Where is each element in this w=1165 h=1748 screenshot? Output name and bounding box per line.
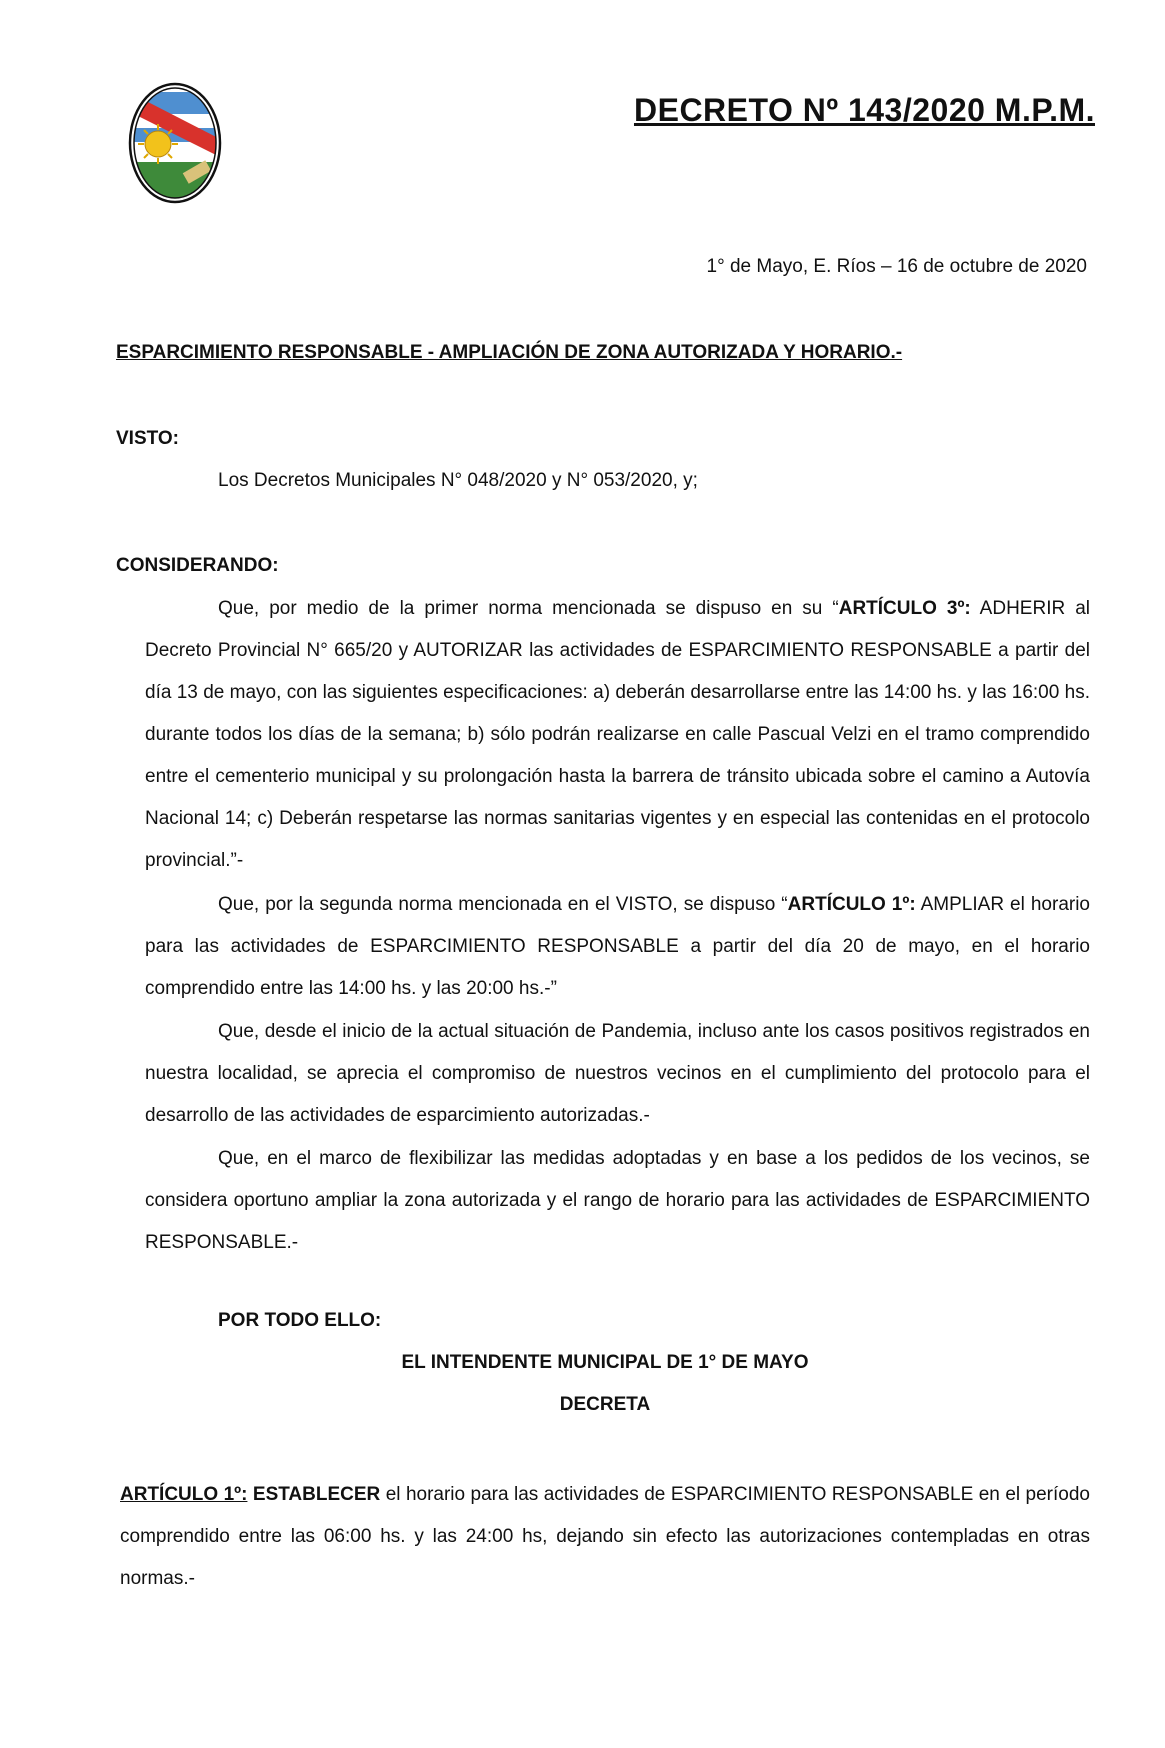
- considerando-heading: CONSIDERANDO:: [116, 555, 279, 576]
- considerando-paragraph-4: Que, en el marco de flexibilizar las medidas adoptadas y en base a los pedidos de los vecinos, se considera oportuno ampliar la zona autorizada y el rango de horario para las actividades de ESPARCIMIENTO RESPONSABLE.-: [145, 1148, 1090, 1253]
- por-todo-ello-heading: POR TODO ELLO:: [218, 1310, 382, 1331]
- place-date: 1° de Mayo, E. Ríos – 16 de octubre de 2020: [706, 256, 1087, 277]
- p1-intro: Que, por medio de la primer norma mencionada se dispuso en su “: [218, 598, 839, 619]
- article-1-text: el horario para las actividades de ESPARCIMIENTO RESPONSABLE en el período comprendido entre las 06:00 hs. y las 24:00 hs, dejando sin efecto las autorizaciones contempladas en otras normas.-: [120, 1484, 1090, 1589]
- p1-article-ref: ARTÍCULO 3º:: [838, 598, 971, 619]
- article-1-verb: ESTABLECER: [252, 1484, 381, 1505]
- municipal-seal-logo: [128, 82, 222, 204]
- decreta-heading: DECRETA: [559, 1394, 651, 1415]
- decree-title: DECRETO Nº 143/2020 M.P.M.: [633, 92, 1095, 128]
- intendente-heading: EL INTENDENTE MUNICIPAL DE 1° DE MAYO: [401, 1352, 809, 1373]
- p2-rest: AMPLIAR el horario para las actividades de ESPARCIMIENTO RESPONSABLE a partir del día 20 de mayo, en el horario comprendido entre las 14:00 hs. y las 20:00 hs.-”: [145, 894, 1090, 999]
- visto-text: Los Decretos Municipales N° 048/2020 y N° 053/2020, y;: [218, 470, 698, 491]
- article-1: [120, 1474, 1090, 1600]
- visto-heading: VISTO:: [116, 428, 179, 449]
- p2-article-ref: ARTÍCULO 1º:: [787, 894, 916, 915]
- considerando-paragraph-3: Que, desde el inicio de la actual situación de Pandemia, incluso ante los casos positivos registrados en nuestra localidad, se aprecia el compromiso de nuestros vecinos en el cumplimiento del protocolo para el desarrollo de las actividades de esparcimiento autorizadas.-: [145, 1021, 1090, 1126]
- p1-rest: ADHERIR al Decreto Provincial N° 665/20 y AUTORIZAR las actividades de ESPARCIMIENTO RESPONSABLE a partir del día 13 de mayo, con las siguientes especificaciones: a) deberán desarrollarse entre las 14:00 hs. y las 16:00 hs. durante todos los días de la semana; b) sólo podrán realizarse en calle Pascual Velzi en el tramo comprendido entre el cementerio municipal y su prolongación hasta la barrera de tránsito ubicada sobre el camino a Autovía Nacional 14; c) Deberán respetarse las normas sanitarias vigentes y en especial las contenidas en el protocolo provincial.”-: [145, 598, 1090, 871]
- considerando-paragraph-1: [145, 588, 1090, 882]
- considerando-paragraph-2: [145, 884, 1090, 1010]
- decree-subject: ESPARCIMIENTO RESPONSABLE - AMPLIACIÓN DE ZONA AUTORIZADA Y HORARIO.-: [116, 342, 903, 363]
- p2-intro: Que, por la segunda norma mencionada en el VISTO, se dispuso “: [218, 894, 788, 915]
- article-1-label: ARTÍCULO 1º:: [120, 1484, 248, 1505]
